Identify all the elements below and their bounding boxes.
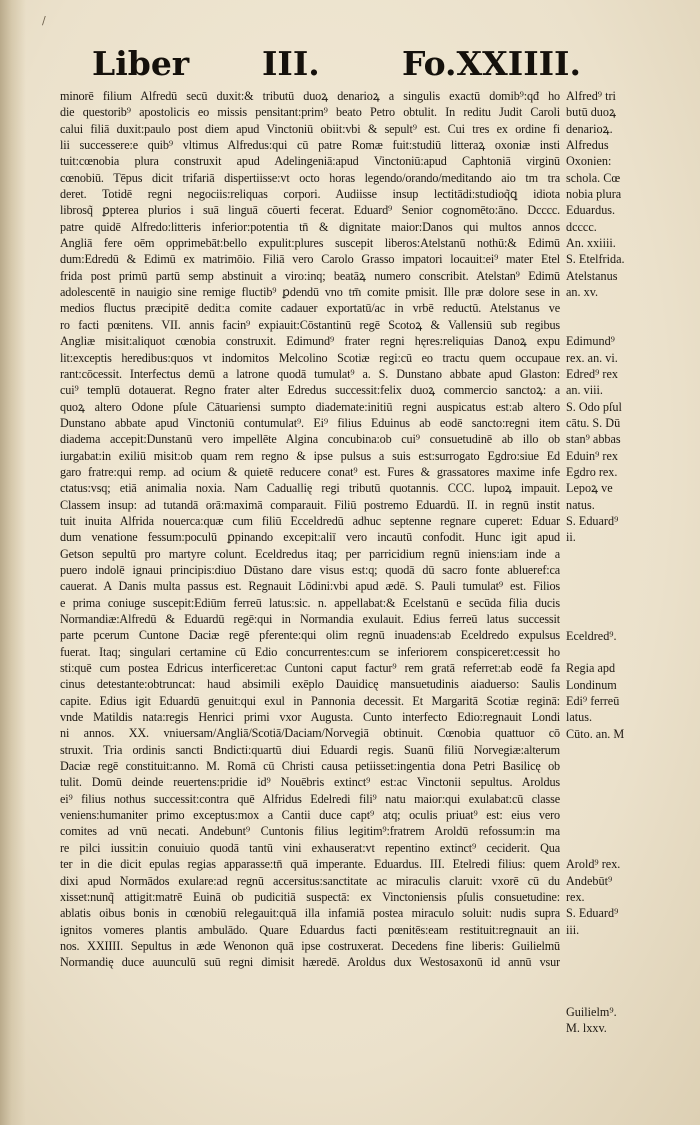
running-header xyxy=(0,44,700,94)
margin-note-line: Edi⁹ ferreū xyxy=(566,693,620,708)
body-text-line: frida post primū partū semp abstinuit a viro:inq; beatāꝝ numero conscribit. Atelstan⁹ Edimū xyxy=(60,268,560,283)
margin-note-line: Alfred⁹ tri xyxy=(566,89,616,103)
margin-note-line: ii. xyxy=(566,530,576,545)
margin-note-line: iii. xyxy=(566,922,580,937)
body-text-line: ter in die dicit epulas regias apparasse:tn̄ quā imperante. Eduardus. III. Etelredi filius: quem xyxy=(60,857,560,872)
page-binding-shadow xyxy=(0,0,26,1125)
body-text-line: fuerat. Itaq; singulari certamine cū Edio concurrentes:cum se inferiorem conspiceret:cessit ho xyxy=(60,644,560,659)
margin-note-line: M. lxxv. xyxy=(566,1020,607,1035)
margin-note-line: stan⁹ abbas xyxy=(566,432,621,447)
margin-note-line: schola. Cœ xyxy=(566,170,621,185)
body-text-line: die questorib⁹ apostolicis eo missis pensitant:prim⁹ beato Petro obtulit. In reditu Judit Caroli xyxy=(60,105,560,120)
body-text-line: calui filiā duxit:paulo post diem apud Vinctoniū obiit:vbi & sepult⁹ est. Cui tres ex ordine fi xyxy=(60,121,560,136)
body-text-column xyxy=(60,88,560,971)
margin-note-line: Edred⁹ rex xyxy=(566,366,618,381)
body-text-line: ignitos vomeres plantis ambulādo. Quare Eduardus facti pœnitēs:eam restituit:regnauit an xyxy=(60,922,560,937)
margin-note-line: Lepoꝝ ve xyxy=(566,481,613,496)
header-book-number: III. xyxy=(262,44,320,83)
body-text-line: ro facti pœnitens. VII. annis facin⁹ expiauit:Cōstantinū regē Scotoꝝ & Vallensiū sub regibus xyxy=(60,317,560,332)
margin-note-line: Eduin⁹ rex xyxy=(566,448,618,463)
body-text-line: vnde Matildis nata:regis Henrici primi vxor Augusta. Cunto interfecto Edio:regnauit Londi xyxy=(60,710,560,725)
body-text-line: Normandię duce auunculū suū regni dimisit hæredē. Aroldus dux Westosaxonū id annū vsur xyxy=(60,955,560,970)
margin-note-line: Eduardus. xyxy=(566,203,616,218)
body-text-line: deret. Totidē regni negociis:reliquas corpori. Audiisse insup lectitādi:studioq̃ꝗ idiota xyxy=(60,187,560,202)
margin-note-line: S. Eduard⁹ xyxy=(566,514,619,529)
margin-note-line: butū duoꝝ xyxy=(566,105,617,120)
body-text-line: parte pcerum Cuntone Daciæ regē pferente:qui olim regnū inuadens:ab Eceldredo expulsus xyxy=(60,628,560,643)
margin-note-line: cātu. S. Dū xyxy=(566,415,621,430)
body-text-line: minorē filium Alfredū secū duxit:& tributū duoꝝ denarioꝝ a singulis exactū domib⁹:qđ ho xyxy=(60,89,560,103)
body-text-line: cui⁹ templū dotauerat. Regno frater alter Edredus successit:felix duoꝝ commercio sanctoꝝ: a xyxy=(60,383,560,398)
body-text-line: cœnobiū. Tēpus dicit trifariā dispertiisse:vt octo horas legendo/orando/meditando aio tm tra xyxy=(60,170,560,185)
body-text-line: struxit. Tria ordinis sancti Bndicti:quartū diui Eduardi regis. Suanū filiū Norvegiæ:alterum xyxy=(60,742,560,757)
body-text-line: dum venatione fessum:poculū ꝑpinando excepit:aliī vero incautū confodit. Hunc igit apud xyxy=(60,530,560,545)
margin-note-line: natus. xyxy=(566,497,595,512)
margin-note xyxy=(566,628,617,644)
header-liber: Liber xyxy=(92,44,190,83)
body-text-line: dixi apud Normādos exulare:ad regnū accersitus:sanctitate ac miraculis claruit: vxorē cū du xyxy=(60,873,560,888)
margin-note-line: an. xv. xyxy=(566,285,599,300)
margin-note-line: latus. xyxy=(566,710,593,725)
margin-note-line: Eceldred⁹. xyxy=(566,628,617,643)
body-text-line: re pilci iussit:in conuiuio quodā tantū vini exhauserat:vt repentino extinct⁹ ceciderit. Qua xyxy=(60,840,560,855)
body-text-line: medios fluctus præcipitē dedit:a comite cadauer exportatū/ac in vrbē reductū. Atelstanus ve xyxy=(60,301,560,316)
body-text-line: Getson sepultū pro martyre colunt. Eceldredus itaq; per parricidium regnū iniens:iam inde a xyxy=(60,546,560,561)
header-folio-number: Fo.XXIIII. xyxy=(402,44,581,83)
body-text-line: tuit:cœnobia plura construxit apud Adelingeniā:apud Vinctoniū:apud Caphtoniā virginū xyxy=(60,154,560,169)
body-text-line: Angliā fere oēm opprimebāt:bello expulit:plures suscepit liberos:Atelstanū nothū:& Edimū xyxy=(60,236,560,251)
margin-note-line: rex. an. vi. xyxy=(566,350,618,365)
margin-note-line: S. Eduard⁹ xyxy=(566,906,619,921)
margin-note-line: nobia plura xyxy=(566,187,622,202)
margin-note-line: Edimund⁹ xyxy=(566,334,615,349)
body-text-line: ei⁹ filius nothus successit:contra quē Alfridus Edelredi fili⁹ natu maior:qui exulabat:cū classe xyxy=(60,791,560,806)
margin-note-line: Egdro rex. xyxy=(566,465,618,479)
margin-note-line: Alfredus xyxy=(566,138,609,153)
margin-note-line: Andebūt⁹ xyxy=(566,873,613,888)
margin-note xyxy=(566,660,619,725)
body-text-line: quoꝝ altero Odone pſule Cātuariensi sumpto diademate:initiū regni auspicatus est:ab altero xyxy=(60,399,560,414)
margin-note-line: Cūto. an. M xyxy=(566,726,625,741)
body-text-line: librosq̃ ꝑpterea plurios i suā linguā cōuerti fecerat. Eduard⁹ Senior cognomēto:āno. Dcccc. xyxy=(60,203,560,218)
body-text-line: veniens:humaniter primo exceptus:mox a Cantii duce capt⁹ atq; oculis priuat⁹ est: eius vero xyxy=(60,808,560,823)
margin-note-line: S. Odo pſul xyxy=(566,399,622,414)
body-text-line: e prima coniuge suscepit:Ediūm ferreū latus:sic. n. appellabat:& Ecelstanū e secūda filia ducis xyxy=(60,595,560,610)
body-text-line: comites ad vnū necati. Andebunt⁹ Cuntonis filius legitim⁹:fratrem Aroldū refossum:in ma xyxy=(60,824,560,839)
body-text-line: capite. Edius igit Eduardū genuit:qui exul in Pannonia decessit. Et Margaritā Scotiæ reginā: xyxy=(60,693,560,708)
margin-note-line: denarioꝝ. xyxy=(566,121,613,136)
body-text-line: diadema accepit:Dunstanū vero impellēte Algina concubina:ob cui⁹ consuetudinē ab illo ob xyxy=(60,432,560,447)
body-text-line: ni annos. XX. vniuersam/Angliā/Scotiā/Daciam/Norvegiā obtinuit. Cœnobia quattuor cō xyxy=(60,726,560,741)
body-text-line: dum:Edredū & Edimū ex matrimōio. Filiā vero Carolo Grasso impatori locauit:ei⁹ mater Etel xyxy=(60,252,560,267)
margin-note-line: Oxonien: xyxy=(566,154,612,169)
margin-note-line: rex. xyxy=(566,890,585,905)
body-text-line: cauerat. A Danis multa passus est. Regnauit Lōdini:vbi apud ædē. S. Pauli tumulat⁹ est. Filios xyxy=(60,579,560,594)
body-text-line: Daciæ regē constituit:anno. M. Romā cū Christi causa petiisset:ingentia dona Petri Basilicę ob xyxy=(60,759,560,774)
margin-note xyxy=(566,1004,617,1037)
margin-note-line: Londinum xyxy=(566,677,617,692)
margin-note-line: Arold⁹ rex. xyxy=(566,857,621,872)
margin-note-line: Atelstanus xyxy=(566,268,618,283)
body-text-line: tuit inuita Alfrida nouerca:quæ cum filiū Ecceldredū adhuc septenne regnare cuperet: Eduar xyxy=(60,513,560,528)
margin-note-line: dcccc. xyxy=(566,219,597,234)
body-text-line: tulit. Domū deinde reuertens:pridie id⁹ Nouēbris extinct⁹ est:ac Vinctonii sepultus. Aroldus xyxy=(60,775,560,790)
margin-note-line: an. viii. xyxy=(566,383,603,398)
body-text-line: lii successere:e quib⁹ vltimus Alfredus:qui cū patre Romæ fuit:studiū litteraꝝ oxoniæ insti xyxy=(60,138,560,153)
body-text-line: Angliæ misit:aliquot cœnobia construxit. Edimund⁹ frater regni hęres:reliquias Danoꝝ expu xyxy=(60,334,560,349)
body-text-line: puero indolē ignaui principis:diuo Dūstano dare visus est:q; quodā dū sacro fonte ablueref:ca xyxy=(60,562,560,577)
margin-note xyxy=(566,88,625,300)
margin-note-line: S. Etelfrida. xyxy=(566,252,625,267)
body-text-line: adolescentē in nauigio sine remige fluctib⁹ ꝑdendū vno tm̄ comite pmisit. Ille præ dolore sese in xyxy=(60,285,560,300)
body-text-line: xisset:nunq̃ attigit:matrē Euinā ob pudicitiā suspectā: ex Vinctoniensis pſulis consuetudine: xyxy=(60,889,560,904)
body-text-line: patre quidē Alfredo:litteris inferior:potentia tn̄ & dignitate maior:Danos qui multos annos xyxy=(60,219,560,234)
body-text-line: ablatis oibus bonis in cœnobiū relegauit:quā illa infamiā postea miraculo soluit: nudis supra xyxy=(60,906,560,921)
body-text-line: Normandiæ:Alfredū & Eduardū regē:qui in Normandia exulauit. Edius ferreū latus successit xyxy=(60,612,560,626)
body-text-line: lit:exceptis heredibus:quos vt indomitos Melcolino Scotiæ regi:cū eo tractu quem occupaue xyxy=(60,350,560,365)
margin-note xyxy=(566,856,620,938)
body-text-line: rant:cōcessit. Interfectus demū a latrone quodā tumulat⁹ a. S. Dunstano abbate apud Glaston: xyxy=(60,366,560,381)
margin-note-line: Guilielm⁹. xyxy=(566,1004,617,1019)
margin-note-line: An. xxiiii. xyxy=(566,236,616,251)
body-text-line: nos. XXIIII. Sepultus in æde Wenonon quā ipse costruxerat. Decedens fine liberis: Guilielmū xyxy=(60,938,560,953)
body-text-line: garo fratre:qui remp. ad ocium & quietē reducere conat⁹ est. Fures & grassatores maxime infe xyxy=(60,464,560,479)
body-text-line: Dunstano abbate apud Vinctoniū contumulat⁹. Ei⁹ filius Eduinus ab eodē sancto:regni item xyxy=(60,415,560,430)
body-text-line: iurgabat:in exiliū misit:ob quam rem regno & ipse pulsus a suis est:surrogato Egdro:siue Ed xyxy=(60,448,560,463)
body-text-line: Classem insup: ad tutandā orā:maximā comparauit. Filiū postremo Eduardū. II. in regnū instit xyxy=(60,497,560,512)
body-text-line: sti:quē cum postea Edricus interficeret:ac Cuntoni caput factur⁹ rem gratā referret:ab eodē fa xyxy=(60,661,560,676)
body-text-line: ctatus:vsq; etiā animalia noxia. Nam Caduallię regi tributū quotannis. CCC. lupoꝝ impauit. xyxy=(60,481,560,496)
margin-note xyxy=(566,333,622,545)
margin-note-line: Regia apd xyxy=(566,661,616,676)
body-text-line: cinus detestante:obtruncat: haud absimili exēplo Dauidicę mansuetudinis aiaduerso: Saulis xyxy=(60,677,560,692)
corner-mark: / xyxy=(42,14,46,27)
margin-note xyxy=(566,726,624,742)
